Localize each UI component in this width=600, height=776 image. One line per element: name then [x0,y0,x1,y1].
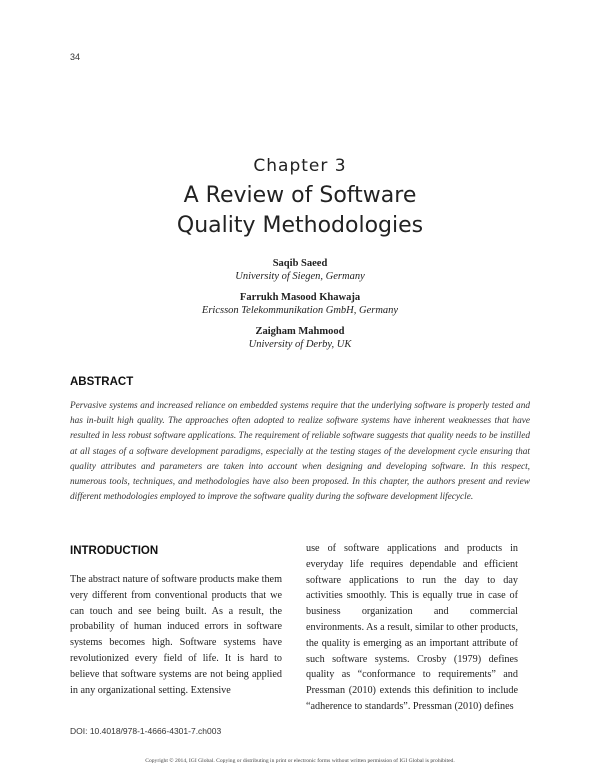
chapter-label: Chapter 3 [253,156,347,176]
copyright-notice: Copyright © 2014, IGI Global. Copying or distributing in print or electronic forms without written permission of IGI Global is prohibited. [145,758,455,764]
author-name: Farrukh Masood Khawaja [239,292,361,303]
author-affiliation: University of Derby, UK [248,339,352,350]
author-3 [0,325,600,351]
author-name: Zaigham Mahmood [255,326,345,337]
author-2 [0,291,600,317]
chapter-title-line-2: Quality Methodologies [176,213,424,238]
doi: DOI: 10.4018/978-1-4666-4301-7.ch003 [70,726,222,736]
abstract-heading: ABSTRACT [70,376,134,388]
chapter-title [0,181,600,241]
abstract-text: Pervasive systems and increased reliance on embedded systems require that the underlying software is properly tested and has in-built high quality. The approaches often adopted to realize software systems have inherent weaknesses that have resulted in less robust software applications. The requirement of reliable software suggests that quality needs to be instilled at all stages of a software development paradigms, especially at the testing stages of the development cycle ensuring that quality attributes and parameters are taken into account when designing and developing software. In this respect, numerous tools, techniques, and methodologies have also been proposed. In this chapter, the authors present and review different methodologies employed to improve the software quality during the software development lifecycle. [70,401,530,503]
intro-right-column: use of software applications and products in everyday life requires dependable and efficient software applications to run the day to day activities smoothly. This is equally true in case of business organization and commercial environments. As a result, similar to other products, the quality is emerging as an important attribute of such software systems. Crosby (1979) defines quality as “conformance to requirements” and Pressman (2010) extends this definition to include “adherence to standards”. Pressman (2010) defines [306,543,518,712]
author-name: Saqib Saeed [272,258,328,269]
introduction-heading: INTRODUCTION [70,545,159,557]
author-1 [0,257,600,283]
page-number: 34 [70,52,81,62]
author-affiliation: Ericsson Telekommunikation GmbH, Germany [201,305,399,316]
chapter-title-line-1: A Review of Software [183,183,417,208]
intro-left-column: The abstract nature of software products make them very different from conventional products that we can touch and see being built. As a result, the probability of human induced errors in software systems becomes high. Software systems have revolutionized every field of life. It is hard to believe that software systems are not being applied in any organizational setting. Extensive [70,574,282,696]
author-affiliation: University of Siegen, Germany [235,271,365,282]
